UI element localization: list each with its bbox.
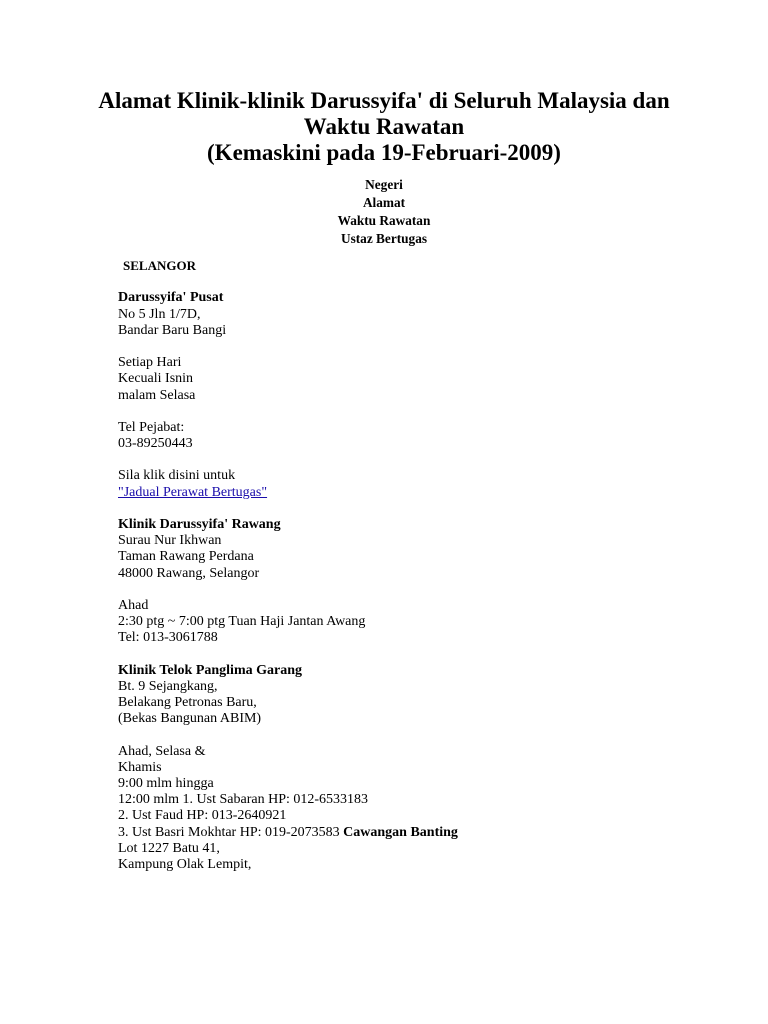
clinic-days: Ahad, Selasa & [118,743,206,759]
clinic-tel: Tel: 013-3061788 [118,630,218,646]
clinic-address: Kampung Olak Lempit, [118,856,252,872]
header-alamat: Alamat [362,195,406,210]
header-negeri: Negeri [365,177,403,192]
clinic-name: Darussyifa' Pusat [118,290,224,306]
clinic-address: 48000 Rawang, Selangor [118,565,260,581]
clinic-staff: 2. Ust Faud HP: 013-2640921 [118,808,287,824]
clinic-staff: 12:00 mlm 1. Ust Sabaran HP: 012-6533183 [118,792,369,808]
clinic-tel: 03-89250443 [118,436,193,452]
clinic-address: Bandar Baru Bangi [118,322,227,338]
title-line-3: (Kemaskini pada 19-Februari-2009) [207,140,561,165]
clinic-list [118,258,718,873]
clinic-hours: 9:00 mlm hingga [118,776,214,791]
clinic-address: Lot 1227 Batu 41, [118,840,220,856]
state-heading: SELANGOR [123,258,196,273]
link-intro: Sila klik disini untuk [118,468,236,484]
title-line-1: Alamat Klinik-klinik Darussyifa' di Seluruh Malaysia dan [98,88,670,113]
header-ustaz-bertugas: Ustaz Bertugas [340,231,428,246]
clinic-name: Cawangan Banting [343,824,458,840]
clinic-name: Klinik Telok Panglima Garang [118,662,302,678]
clinic-address: No 5 Jln 1/7D, [118,306,201,322]
title-line-2: Waktu Rawatan [303,114,465,139]
clinic-day: Ahad [118,597,149,613]
column-header-list [0,176,768,248]
clinic-address: Bt. 9 Sejangkang, [118,678,218,694]
clinic-hours: Setiap Hari [118,355,182,371]
clinic-address: Belakang Petronas Baru, [118,695,257,711]
clinic-tel-label: Tel Pejabat: [118,419,185,435]
clinic-staff-row [118,825,718,841]
clinic-address: (Bekas Bangunan ABIM) [118,711,262,727]
clinic-days: Khamis [118,759,162,775]
clinic-name: Klinik Darussyifa' Rawang [118,517,281,532]
clinic-hours: 2:30 ptg ~ 7:00 ptg Tuan Haji Jantan Awang [118,614,366,630]
page-title [60,88,708,166]
clinic-address: Surau Nur Ikhwan [118,533,222,549]
jadual-perawat-link[interactable]: "Jadual Perawat Bertugas" [118,484,268,500]
clinic-hours: malam Selasa [118,387,196,403]
clinic-staff: 3. Ust Basri Mokhtar HP: 019-2073583 [118,824,340,840]
header-waktu-rawatan: Waktu Rawatan [337,213,431,228]
clinic-address: Taman Rawang Perdana [118,549,254,565]
clinic-hours: Kecuali Isnin [118,371,194,387]
